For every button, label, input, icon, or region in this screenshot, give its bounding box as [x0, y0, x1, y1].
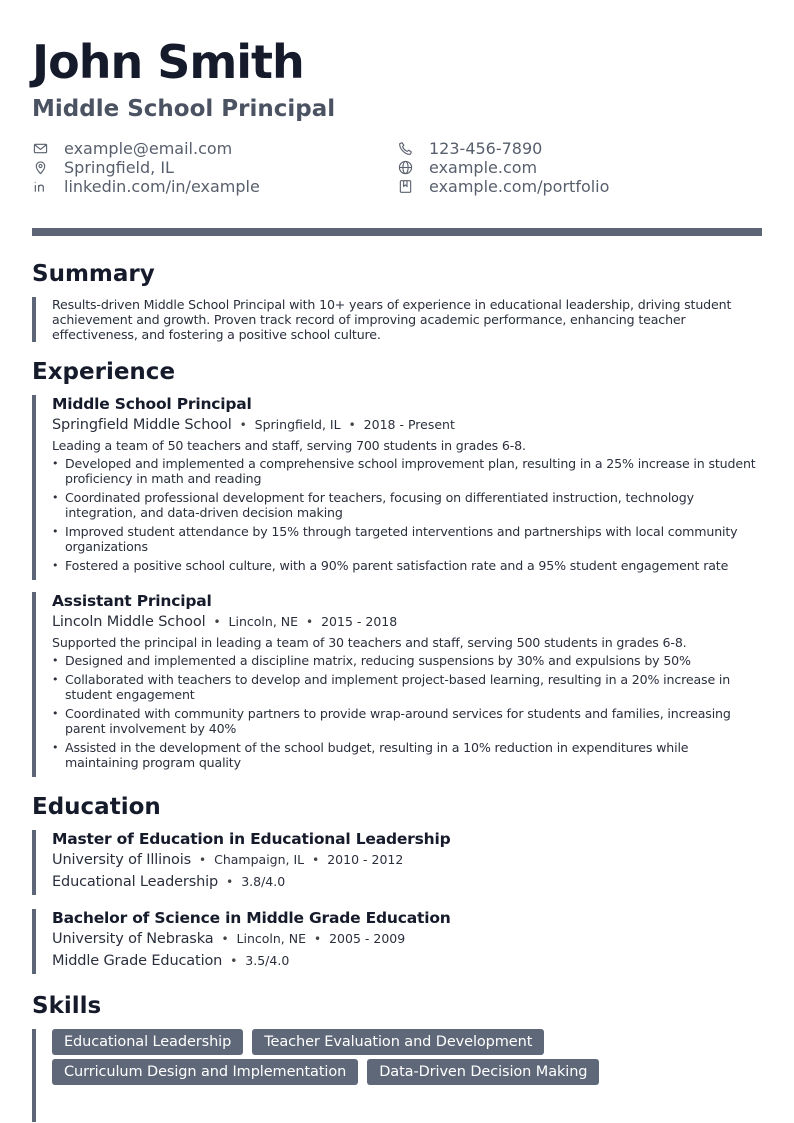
school-name: University of Nebraska	[52, 931, 214, 947]
contact-email-text: example@email.com	[64, 139, 233, 158]
separator-dot: •	[230, 954, 238, 968]
job-bullets	[52, 653, 764, 770]
job-description: Supported the principal in leading a team of 30 teachers and staff, serving 500 students in grades 6-8.	[52, 635, 687, 650]
contact-portfolio[interactable]	[397, 177, 609, 196]
job-dates: 2018 - Present	[363, 417, 455, 432]
education-entry	[52, 829, 764, 893]
linkedin-icon	[32, 179, 48, 195]
job-bullet: • Coordinated professional development for teachers, focusing on differentiated instruction, technology integration, and data-driven decision making	[52, 490, 764, 520]
degree-field: Educational Leadership	[52, 874, 219, 890]
job-bullets	[52, 456, 764, 573]
skills-heading: Skills	[32, 993, 102, 1019]
job-dates: 2015 - 2018	[321, 614, 398, 629]
job-location: Lincoln, NE	[228, 614, 299, 629]
job-entry	[52, 591, 764, 774]
degree-title: Master of Education in Educational Leadership	[52, 830, 451, 848]
job-subtitle	[52, 611, 764, 633]
separator-dot: •	[312, 853, 320, 867]
separator-dot: •	[221, 932, 229, 946]
education-entry	[52, 908, 764, 972]
candidate-name: John Smith	[32, 35, 304, 89]
education-heading: Education	[32, 794, 161, 820]
job-bullet: • Improved student attendance by 15% through targeted interventions and partnerships with local community organizations	[52, 524, 764, 554]
job-bullet: • Designed and implemented a discipline matrix, reducing suspensions by 30% and expulsions by 50%	[52, 653, 764, 668]
summary-heading: Summary	[32, 261, 155, 287]
job-2-accent-bar	[32, 592, 36, 777]
degree-dates: 2005 - 2009	[329, 931, 406, 946]
skills-block	[52, 1029, 764, 1089]
degree-field-row	[52, 871, 764, 893]
header-divider	[32, 228, 762, 236]
skill-chip: Teacher Evaluation and Development	[252, 1029, 544, 1055]
location-pin-icon	[32, 160, 48, 176]
job-bullet: • Collaborated with teachers to develop and implement project-based learning, resulting in a 20% increase in student engagement	[52, 672, 764, 702]
summary-accent-bar	[32, 297, 36, 342]
skill-chip: Educational Leadership	[52, 1029, 243, 1055]
job-subtitle	[52, 414, 764, 436]
job-entry	[52, 394, 764, 577]
separator-dot: •	[213, 615, 221, 629]
summary-text: Results-driven Middle School Principal with 10+ years of experience in educational leadership, driving student achievement and growth. Proven track record of improving academic performance, enhancing teacher effectiveness, and fostering a positive school culture.	[52, 297, 732, 342]
degree-field-row	[52, 950, 764, 972]
separator-dot: •	[226, 875, 234, 889]
contact-right-column	[397, 139, 609, 196]
contact-website[interactable]	[397, 158, 609, 177]
job-organization: Springfield Middle School	[52, 417, 232, 433]
job-location: Springfield, IL	[254, 417, 341, 432]
contact-location	[32, 158, 260, 177]
contact-email[interactable]	[32, 139, 260, 158]
degree-gpa: 3.5/4.0	[245, 953, 290, 968]
school-name: University of Illinois	[52, 852, 192, 868]
degree-dates: 2010 - 2012	[327, 852, 404, 867]
skill-chip: Data-Driven Decision Making	[367, 1059, 599, 1085]
phone-icon	[397, 141, 413, 157]
contact-location-text: Springfield, IL	[64, 158, 174, 177]
contact-phone-text: 123-456-7890	[429, 139, 543, 158]
separator-dot: •	[239, 418, 247, 432]
job-bullet: • Assisted in the development of the school budget, resulting in a 10% reduction in expenditures while maintaining program quality	[52, 740, 764, 770]
job-1-accent-bar	[32, 395, 36, 580]
portfolio-book-icon	[397, 179, 413, 195]
job-bullet: • Coordinated with community partners to provide wrap-around services for students and families, increasing parent involvement by 40%	[52, 706, 764, 736]
degree-gpa: 3.8/4.0	[241, 874, 286, 889]
separator-dot: •	[306, 615, 314, 629]
school-location: Lincoln, NE	[236, 931, 307, 946]
separator-dot: •	[199, 853, 207, 867]
contact-left-column	[32, 139, 260, 196]
experience-heading: Experience	[32, 359, 176, 385]
job-title: Assistant Principal	[52, 592, 212, 610]
degree-1-accent-bar	[32, 830, 36, 895]
degree-field: Middle Grade Education	[52, 953, 223, 969]
degree-subtitle	[52, 928, 764, 950]
job-title: Middle School Principal	[52, 395, 252, 413]
skills-accent-bar	[32, 1029, 36, 1122]
job-organization: Lincoln Middle School	[52, 614, 206, 630]
contact-portfolio-text: example.com/portfolio	[429, 177, 610, 196]
contact-website-text: example.com	[429, 158, 538, 177]
school-location: Champaign, IL	[214, 852, 305, 867]
job-bullet: • Developed and implemented a comprehensive school improvement plan, resulting in a 25% increase in student proficiency in math and reading	[52, 456, 764, 486]
globe-icon	[397, 160, 413, 176]
candidate-title: Middle School Principal	[32, 96, 336, 122]
degree-title: Bachelor of Science in Middle Grade Education	[52, 909, 451, 927]
job-description: Leading a team of 50 teachers and staff, serving 700 students in grades 6-8.	[52, 438, 526, 453]
skill-chip: Curriculum Design and Implementation	[52, 1059, 358, 1085]
skills-list	[52, 1029, 652, 1089]
degree-subtitle	[52, 849, 764, 871]
contact-linkedin[interactable]	[32, 177, 260, 196]
summary-block	[52, 297, 764, 342]
job-bullet: • Fostered a positive school culture, with a 90% parent satisfaction rate and a 95% student engagement rate	[52, 558, 764, 573]
mail-icon	[32, 141, 48, 157]
contact-linkedin-text: linkedin.com/in/example	[64, 177, 260, 196]
separator-dot: •	[314, 932, 322, 946]
separator-dot: •	[348, 418, 356, 432]
degree-2-accent-bar	[32, 909, 36, 974]
contact-phone[interactable]	[397, 139, 609, 158]
